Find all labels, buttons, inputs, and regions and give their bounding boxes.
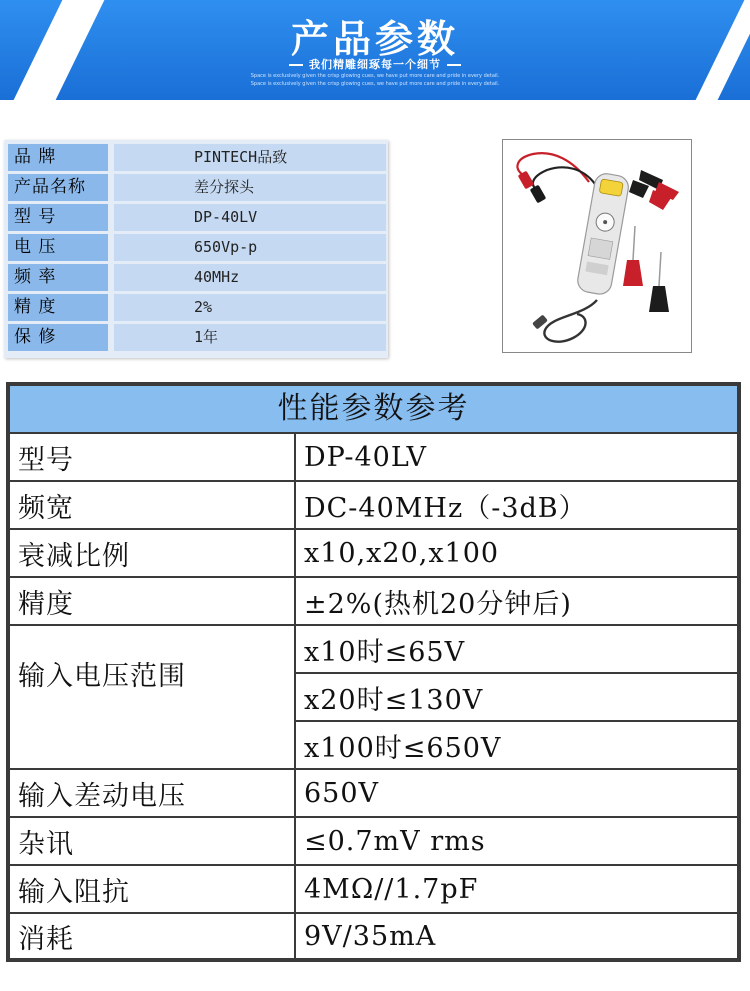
- spec-key: 精 度: [8, 294, 108, 321]
- perf-value: x100时≤650V: [304, 732, 502, 764]
- spec-key: 保 修: [8, 324, 108, 351]
- dash-left: [289, 64, 303, 66]
- black-hook-clip-icon: [659, 252, 661, 286]
- perf-value: 4MΩ//1.7pF: [304, 873, 479, 905]
- perf-key: 输入电压范围: [18, 660, 186, 692]
- spec-value: 1年: [114, 324, 386, 351]
- perf-key: 输入阻抗: [18, 876, 130, 908]
- spec-value: PINTECH品致: [114, 144, 386, 171]
- red-hook-clip-icon: [633, 226, 635, 260]
- spec-row: [8, 294, 388, 321]
- performance-table: [6, 382, 741, 962]
- perf-key: 输入差动电压: [18, 780, 186, 812]
- perf-key: 型号: [18, 444, 74, 476]
- spec-key: 型 号: [8, 204, 108, 231]
- probe-body-icon: [576, 172, 630, 296]
- banner-subtitle: [0, 56, 750, 72]
- product-image: [502, 139, 692, 353]
- perf-value: x10,x20,x100: [304, 537, 500, 569]
- performance-table-title: 性能参数参考: [10, 386, 737, 434]
- spec-row: [8, 204, 388, 231]
- output-cable-icon: [544, 300, 597, 342]
- spec-row: [8, 234, 388, 261]
- spec-table: [4, 140, 388, 358]
- spec-key: 品 牌: [8, 144, 108, 171]
- spec-key: 产品名称: [8, 174, 108, 201]
- spec-value: 差分探头: [114, 174, 386, 201]
- perf-value: ≤0.7mV rms: [304, 825, 486, 857]
- spec-row: [8, 324, 388, 351]
- page-title: 产品参数: [290, 17, 459, 61]
- differential-probe-illustration: [503, 140, 691, 352]
- black-plug-icon: [530, 185, 547, 204]
- perf-key: 精度: [18, 588, 74, 620]
- spec-row: [8, 264, 388, 291]
- perf-value: 650V: [304, 777, 380, 809]
- perf-key: 频宽: [18, 492, 74, 524]
- perf-key: 杂讯: [18, 828, 74, 860]
- perf-value: 9V/35mA: [304, 920, 437, 952]
- perf-value: x20时≤130V: [304, 684, 484, 716]
- spec-row: [8, 144, 388, 171]
- perf-value: ±2%(热机20分钟后): [304, 588, 572, 620]
- banner-tagline-2: Space is exclusively given the crisp glowing cues, we have put more care and pride in every detail.: [250, 81, 500, 87]
- spec-key: 电 压: [8, 234, 108, 261]
- spec-value: 650Vp-p: [114, 234, 386, 261]
- spec-row: [8, 174, 388, 201]
- perf-value: DP-40LV: [304, 441, 428, 473]
- spec-value: 2%: [114, 294, 386, 321]
- banner-tagline-1: Space is exclusively given the crisp glowing cues, we have put more care and pride in every detail.: [250, 73, 500, 79]
- perf-value: x10时≤65V: [304, 636, 466, 668]
- banner-subtitle-text: 我们精雕细琢每一个细节: [309, 58, 441, 71]
- dash-right: [447, 64, 461, 66]
- perf-key: 衰减比例: [18, 540, 130, 572]
- perf-key: 消耗: [18, 923, 74, 955]
- spec-key: 频 率: [8, 264, 108, 291]
- spec-value: DP-40LV: [114, 204, 386, 231]
- header-banner: [0, 0, 750, 100]
- spec-value: 40MHz: [114, 264, 386, 291]
- perf-value: DC-40MHz（-3dB）: [304, 492, 587, 524]
